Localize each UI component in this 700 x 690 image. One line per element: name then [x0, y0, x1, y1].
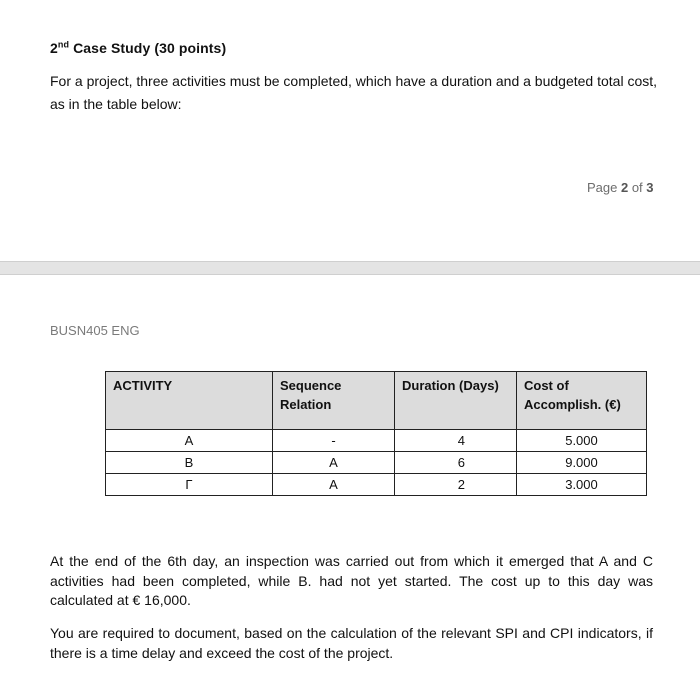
table-row: [106, 474, 647, 496]
heading-text: Case Study (30 points): [69, 40, 227, 56]
table-row: [106, 430, 647, 452]
intro-paragraph: For a project, three activities must be completed, which have a duration and a budgeted total cost, as in the table below:: [50, 73, 658, 112]
cell-cost: 3.000: [517, 474, 647, 496]
cell-activity: B: [106, 452, 273, 474]
task-paragraph: You are required to document, based on the calculation of the relevant SPI and CPI indicators, if there is a time delay and exceed the cost of the project.: [50, 625, 653, 661]
header-cost: Cost of Accomplish. (€): [517, 372, 647, 430]
cell-cost: 9.000: [517, 452, 647, 474]
cell-duration-value: 2: [457, 477, 465, 492]
cell-duration: [395, 474, 517, 496]
cell-duration: [395, 430, 517, 452]
cell-duration-value: 4: [457, 433, 465, 448]
inspection-paragraph: At the end of the 6th day, an inspection was carried out from which it emerged that A and C activities had been completed, while B. had not yet started. The cost up to this day was calculated at € 16,000.: [50, 553, 653, 608]
case-study-heading: [50, 40, 226, 56]
cell-sequence: -: [273, 430, 395, 452]
cell-duration: [395, 452, 517, 474]
cell-sequence: A: [273, 452, 395, 474]
cell-cost: 5.000: [517, 430, 647, 452]
table-row: [106, 452, 647, 474]
course-code-header: BUSN405 ENG: [50, 323, 140, 338]
activities-table: [105, 371, 647, 496]
header-activity: ACTIVITY: [106, 372, 273, 430]
page-top: [0, 0, 700, 261]
cell-duration-value: 6: [457, 455, 465, 470]
page-number: [587, 180, 654, 195]
header-sequence: Sequence Relation: [273, 372, 395, 430]
page-separator: [0, 261, 700, 275]
cell-sequence: A: [273, 474, 395, 496]
page-prefix: Page: [587, 180, 621, 195]
heading-number: 2: [50, 40, 58, 56]
header-duration: Duration (Days): [395, 372, 517, 430]
table-header-row: [106, 372, 647, 430]
heading-superscript: nd: [57, 39, 70, 50]
page-current: 2: [620, 180, 629, 195]
cell-activity: A: [106, 430, 273, 452]
page-mid: of: [628, 180, 647, 195]
page-total: 3: [646, 180, 654, 195]
cell-activity: Γ: [106, 474, 273, 496]
